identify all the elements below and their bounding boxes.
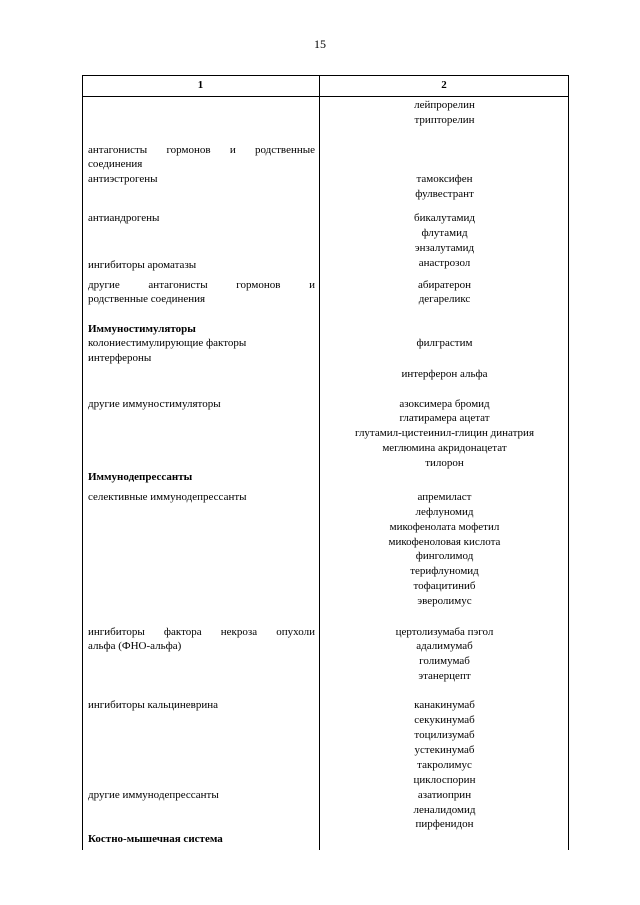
drug-name: тилорон	[425, 457, 464, 469]
left-cell: селективные иммунодепрессанты	[88, 491, 247, 503]
drug-name: апремиласт	[417, 491, 472, 503]
left-cell: интерфероны	[88, 352, 152, 364]
drug-name: тофацитиниб	[413, 580, 476, 592]
page-number: 15	[314, 37, 326, 51]
drug-name: терифлуномид	[410, 565, 479, 577]
column-header-1: 1	[197, 79, 204, 91]
drug-name: микофеноловая кислота	[388, 536, 501, 548]
left-cell: антиэстрогены	[88, 173, 158, 185]
left-cell: другие иммунодепрессанты	[88, 789, 219, 801]
drug-name: азоксимера бромид	[399, 398, 490, 410]
drug-name: меглюмина акридонацетат	[382, 442, 507, 454]
drug-name: канакинумаб	[414, 699, 475, 711]
drug-name: трипторелин	[414, 114, 475, 126]
drug-name: лейпрорелин	[414, 99, 475, 111]
table-top-border	[82, 75, 569, 76]
drug-name: этанерцепт	[418, 670, 471, 682]
section-heading: Костно-мышечная система	[88, 833, 223, 845]
left-cell: другие иммуностимуляторы	[88, 398, 221, 410]
drug-name: дегареликс	[418, 293, 471, 305]
drug-name: финголимод	[415, 550, 474, 562]
left-cell: альфа (ФНО-альфа)	[88, 640, 182, 652]
drug-name: леналидомид	[413, 804, 476, 816]
left-cell: антиандрогены	[88, 212, 160, 224]
drug-name: глутамил-цистеинил-глицин динатрия	[354, 427, 535, 439]
column-header-2: 2	[441, 79, 447, 91]
table-left-border	[82, 75, 83, 850]
left-cell: соединения	[88, 158, 143, 170]
drug-name: адалимумаб	[416, 640, 473, 652]
drug-name: абиратерон	[417, 279, 472, 291]
drug-name: эверолимус	[417, 595, 472, 607]
drug-name: пирфенидон	[415, 818, 474, 830]
left-cell: ингибиторы ароматазы	[88, 259, 197, 271]
drug-name: анастрозол	[418, 257, 471, 269]
drug-name: филграстим	[416, 337, 473, 349]
drug-name: устекинумаб	[414, 744, 475, 756]
drug-name: фулвестрант	[415, 188, 474, 200]
left-cell: другие антагонисты гормонов и	[88, 279, 315, 291]
drug-name: энзалутамид	[414, 242, 475, 254]
drug-name: лефлуномид	[415, 506, 474, 518]
left-cell: ингибиторы фактора некроза опухоли	[88, 626, 315, 638]
drug-name: глатирамера ацетат	[399, 412, 490, 424]
drug-name: такролимус	[417, 759, 472, 771]
section-heading: Иммунодепрессанты	[88, 471, 193, 483]
drug-name: микофенолата мофетил	[389, 521, 500, 533]
drug-name: тамоксифен	[416, 173, 473, 185]
drug-name: флутамид	[421, 227, 468, 239]
left-cell: антагонисты гормонов и родственные	[88, 144, 315, 156]
drug-name: циклоспорин	[413, 774, 476, 786]
drug-name: бикалутамид	[414, 212, 475, 224]
table-header-divider	[82, 96, 569, 97]
drug-name: цертолизумаба пэгол	[395, 626, 494, 638]
drug-name: интерферон альфа	[401, 368, 488, 380]
drug-name: тоцилизумаб	[414, 729, 475, 741]
drug-name: секукинумаб	[414, 714, 475, 726]
left-cell: родственные соединения	[88, 293, 206, 305]
left-cell: ингибиторы кальциневрина	[88, 699, 219, 711]
drug-name: голимумаб	[419, 655, 470, 667]
drug-name: азатиоприн	[417, 789, 472, 801]
section-heading: Иммуностимуляторы	[88, 323, 196, 335]
left-cell: колониестимулирующие факторы	[88, 337, 247, 349]
